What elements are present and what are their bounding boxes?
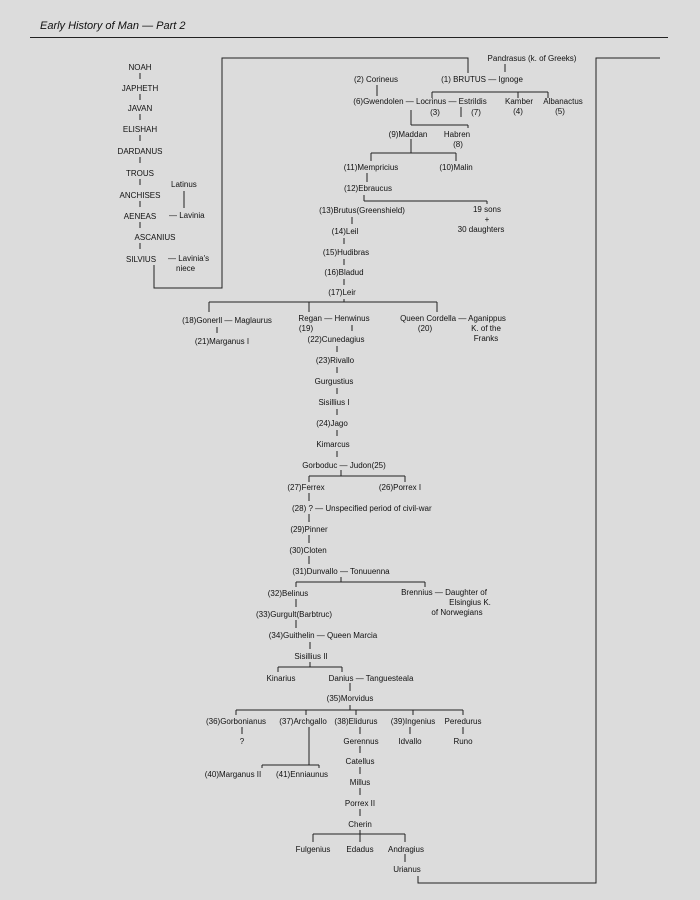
andragius-label: Andragius <box>387 845 425 854</box>
millus-label: Millus <box>349 778 371 787</box>
urianus-label: Urianus <box>393 865 421 874</box>
gorbonianus-label: (36)Gorbonianus <box>205 717 267 726</box>
elishah-label: ELISHAH <box>122 125 158 134</box>
lavinias-niece-label-2: niece <box>176 264 196 273</box>
rivallo-label: (23)Rivallo <box>315 356 355 365</box>
leir-label: (17)Leir <box>328 288 356 297</box>
sons-label-2: + <box>484 215 490 224</box>
malin-label: (10)Malin <box>439 163 473 172</box>
bladud-label: (16)Bladud <box>324 268 364 277</box>
pandrasus-label: Pandrasus (k. of Greeks) <box>487 54 577 63</box>
aganippus-label-3: Franks <box>473 334 499 343</box>
page-header: Early History of Man — Part 2 <box>40 20 186 32</box>
brennius-label-2: Elsingius K. <box>449 598 491 607</box>
cordelia-label: Queen Cordella — Aganippus <box>400 314 506 323</box>
brutus-label: (1) BRUTUS — Ignoge <box>441 75 523 84</box>
danius-label: Danius — Tanguesteala <box>328 674 414 683</box>
idvallo-label: Idvallo <box>398 737 422 746</box>
habren-number: (8) <box>453 140 463 149</box>
civil-war-label: (28) ? — Unspecified period of civil-war <box>292 504 432 513</box>
cunedagius-label: (22)Cunedagius <box>307 335 365 344</box>
fulgenius-label: Fulgenius <box>295 845 331 854</box>
jago-label: (24)Jago <box>316 419 348 428</box>
ebraucus-label: (12)Ebraucus <box>343 184 393 193</box>
japheth-label: JAPHETH <box>121 84 159 93</box>
gurgustius-label: Gurgustius <box>314 377 354 386</box>
lavinias-niece-label-1: — Lavinia's <box>168 254 210 263</box>
noah-label: NOAH <box>128 63 152 72</box>
trous-label: TROUS <box>126 169 154 178</box>
archgallo-label: (37)Archgallo <box>279 717 327 726</box>
albanactus-label: Albanactus <box>543 97 583 106</box>
gonerll-label: (18)Gonerll — Maglaurus <box>182 316 272 325</box>
gorboduc-label: Gorboduc — Judon(25) <box>302 461 386 470</box>
locrinus-number: (3) <box>430 108 440 117</box>
elidurus-label: (38)Elidurus <box>334 717 378 726</box>
estrildis-number: (7) <box>471 108 481 117</box>
javan-label: JAVAN <box>127 104 153 113</box>
enniaunus-label: (41)Enniaunus <box>275 770 329 779</box>
regan-number: (19) <box>298 324 314 333</box>
brutus-greenshield-label: (13)Brutus(Greenshield) <box>319 206 405 215</box>
latinus-label: Latinus <box>171 180 197 189</box>
dunvallo-label: (31)Dunvallo — Tonuuenna <box>292 567 390 576</box>
marganus2-label: (40)Marganus II <box>204 770 262 779</box>
marganus1-label: (21)Marganus I <box>194 337 250 346</box>
peredurus-label: Peredurus <box>444 717 482 726</box>
gorbonianus-unknown: ? <box>239 737 245 746</box>
kamber-label: Kamber <box>504 97 534 106</box>
mempricius-label: (11)Mempricius <box>343 163 399 172</box>
kinarius-label: Kinarius <box>266 674 296 683</box>
regan-label: Regan — Henwinus <box>298 314 370 323</box>
guithelin-label: (34)Guithelin — Queen Marcia <box>268 631 378 640</box>
brennius-label-3: of Norwegians <box>431 608 483 617</box>
connector <box>418 58 660 883</box>
dardanus-label: DARDANUS <box>117 147 163 156</box>
belinus-label: (32)Belinus <box>267 589 309 598</box>
porrex2-label: Porrex II <box>344 799 376 808</box>
cloten-label: (30)Cloten <box>289 546 327 555</box>
cordelia-number: (20) <box>417 324 433 333</box>
hudibras-label: (15)Hudibras <box>322 248 370 257</box>
gerennus-label: Gerennus <box>343 737 379 746</box>
gwendolen-label: (6)Gwendolen — Locrinus — Estrildis <box>353 97 487 106</box>
aeneas-label: AENEAS <box>123 212 157 221</box>
morvidus-label: (35)Morvidus <box>326 694 374 703</box>
kamber-number: (4) <box>513 107 523 116</box>
silvius-label: SILVIUS <box>125 255 157 264</box>
anchises-label: ANCHISES <box>119 191 161 200</box>
porrex1-label: (26)Porrex I <box>378 483 422 492</box>
albanactus-number: (5) <box>555 107 565 116</box>
edadus-label: Edadus <box>346 845 374 854</box>
cherin-label: Cherin <box>348 820 372 829</box>
sisillius1-label: Sisillius I <box>318 398 350 407</box>
lavinia-label: — Lavinia <box>169 211 205 220</box>
brennius-label: Brennius — Daughter of <box>401 588 487 597</box>
catellus-label: Catellus <box>345 757 375 766</box>
maddan-label: (9)Maddan <box>388 130 428 139</box>
corineus-label: (2) Corineus <box>353 75 399 84</box>
sons-label-3: 30 daughters <box>457 225 505 234</box>
ingenius-label: (39)Ingenius <box>390 717 436 726</box>
aganippus-label-2: K. of the <box>471 324 501 333</box>
ferrex-label: (27)Ferrex <box>287 483 325 492</box>
leil-label: (14)Leil <box>331 227 359 236</box>
ascanius-label: ASCANIUS <box>134 233 176 242</box>
gurgult-label: (33)Gurgult(Barbtruc) <box>255 610 333 619</box>
sisillius2-label: Sisillius II <box>294 652 328 661</box>
pinner-label: (29)Pinner <box>290 525 328 534</box>
runo-label: Runo <box>453 737 473 746</box>
sons-label-1: 19 sons <box>472 205 502 214</box>
habren-label: Habren <box>443 130 471 139</box>
kimarcus-label: Kimarcus <box>316 440 350 449</box>
